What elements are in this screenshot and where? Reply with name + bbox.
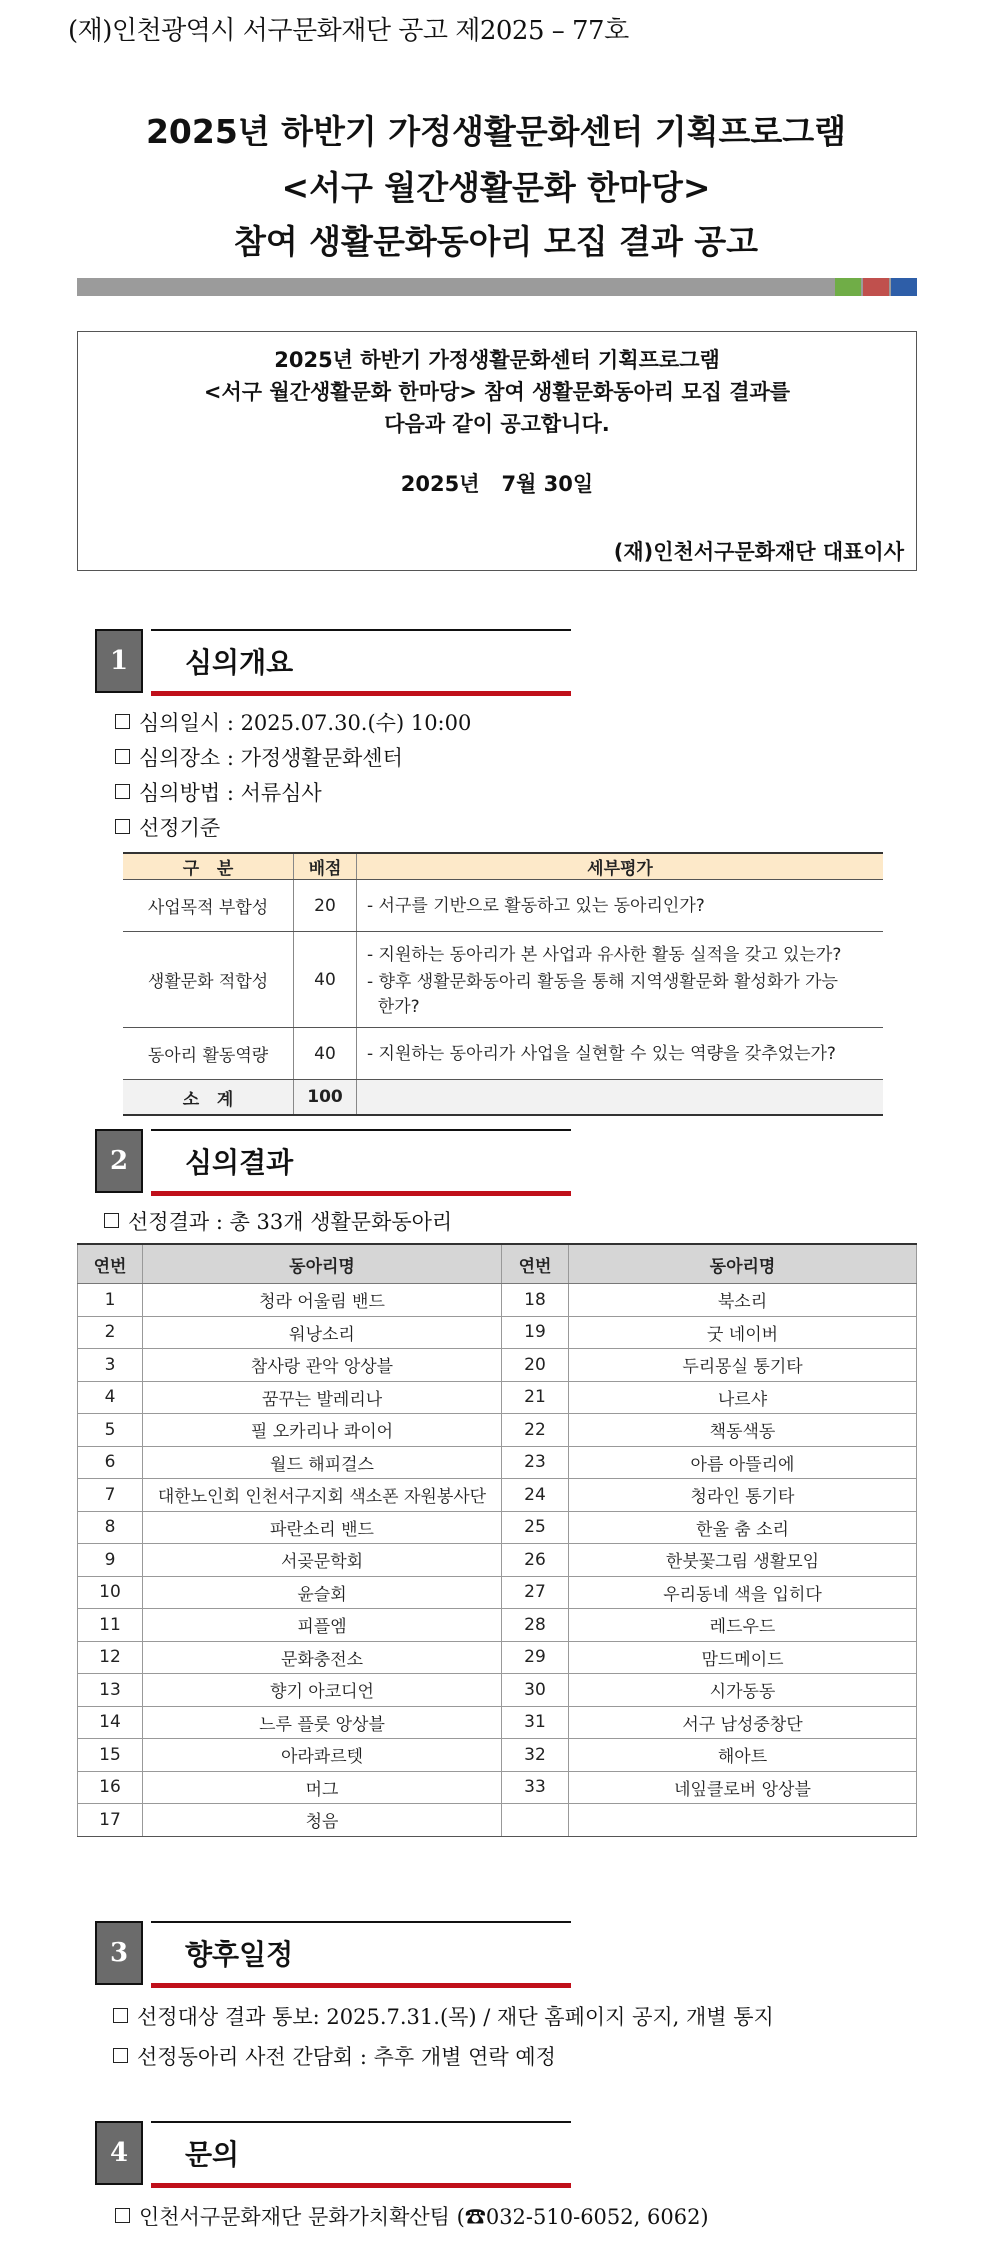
bullet-selection-criteria: 선정기준 <box>115 812 220 842</box>
club-name: 대한노인회 인천서구지회 색소폰 자원봉사단 <box>143 1479 502 1512</box>
club-number: 11 <box>78 1609 143 1642</box>
criteria-category: 생활문화 적합성 <box>123 932 294 1028</box>
table-row <box>78 1641 917 1674</box>
club-name: 시가동동 <box>569 1674 917 1707</box>
bar-accent-green <box>835 278 861 296</box>
club-number: 9 <box>78 1544 143 1577</box>
section-1-header <box>95 629 575 695</box>
bar-accent-blue <box>891 278 917 296</box>
club-name: 서곶문학회 <box>143 1544 502 1577</box>
results-header-name: 동아리명 <box>143 1244 502 1284</box>
announcement-line-2: <서구 월간생활문화 한마당> 참여 생활문화동아리 모집 결과를 <box>203 380 791 404</box>
title-divider-bar <box>77 278 917 296</box>
club-number: 26 <box>502 1544 569 1577</box>
announcement-signature: (재)인천서구문화재단 대표이사 <box>613 540 904 564</box>
title-line-2: <서구 월간생활문화 한마당> <box>281 168 711 207</box>
criteria-detail: - 서구를 기반으로 활동하고 있는 동아리인가? <box>357 880 884 932</box>
club-number: 12 <box>78 1641 143 1674</box>
criteria-detail: 한가? <box>367 996 420 1017</box>
club-number: 7 <box>78 1479 143 1512</box>
club-name: 피플엠 <box>143 1609 502 1642</box>
club-name: 책동색동 <box>569 1414 917 1447</box>
criteria-row <box>123 880 883 932</box>
criteria-score: 40 <box>294 932 357 1028</box>
table-row <box>78 1609 917 1642</box>
club-number: 13 <box>78 1674 143 1707</box>
club-number: 1 <box>78 1284 143 1317</box>
criteria-row <box>123 932 883 1028</box>
club-name: 아라콰르텟 <box>143 1739 502 1772</box>
announcement-line-1: 2025년 하반기 가정생활문화센터 기획프로그램 <box>274 348 720 372</box>
criteria-score: 40 <box>294 1028 357 1080</box>
club-number: 23 <box>502 1446 569 1479</box>
table-row <box>78 1771 917 1804</box>
bar-accent-red <box>863 278 889 296</box>
club-number: 3 <box>78 1349 143 1382</box>
club-number: 18 <box>502 1284 569 1317</box>
club-number: 21 <box>502 1381 569 1414</box>
checkbox-square-icon <box>113 2048 128 2063</box>
results-header-number: 연번 <box>502 1244 569 1284</box>
checkbox-square-icon <box>115 784 130 799</box>
club-name: 참사랑 관악 앙상블 <box>143 1349 502 1382</box>
club-number: 8 <box>78 1511 143 1544</box>
checkbox-square-icon <box>115 819 130 834</box>
criteria-score: 20 <box>294 880 357 932</box>
club-number: 33 <box>502 1771 569 1804</box>
criteria-total-score: 100 <box>294 1080 357 1116</box>
club-name: 청음 <box>143 1804 502 1837</box>
criteria-header-category: 구 분 <box>123 853 294 880</box>
club-name: 해아트 <box>569 1739 917 1772</box>
club-name: 향기 아코디언 <box>143 1674 502 1707</box>
criteria-detail: - 지원하는 동아리가 본 사업과 유사한 활동 실적을 갖고 있는가? <box>367 944 842 965</box>
announcement-line-3: 다음과 같이 공고합니다. <box>384 412 610 436</box>
title-line-3: 참여 생활문화동아리 모집 결과 공고 <box>233 222 759 261</box>
results-header-number: 연번 <box>78 1244 143 1284</box>
notice-number: (재)인천광역시 서구문화재단 공고 제2025 – 77호 <box>68 16 629 46</box>
bullet-contact: 인천서구문화재단 문화가치확산팀 (☎032-510-6052, 6062) <box>115 2201 709 2231</box>
section-title: 향후일정 <box>185 1938 294 1971</box>
club-number: 5 <box>78 1414 143 1447</box>
club-name: 머그 <box>143 1771 502 1804</box>
table-row <box>78 1706 917 1739</box>
table-row <box>78 1576 917 1609</box>
bullet-review-date: 심의일시 : 2025.07.30.(수) 10:00 <box>115 707 471 737</box>
section-number: 3 <box>95 1921 143 1985</box>
club-name: 서구 남성중창단 <box>569 1706 917 1739</box>
club-number: 16 <box>78 1771 143 1804</box>
criteria-detail: - 지원하는 동아리가 사업을 실현할 수 있는 역량을 갖추었는가? <box>357 1028 884 1080</box>
club-name: 느루 플룻 앙상블 <box>143 1706 502 1739</box>
bullet-selection-result: 선정결과 : 총 33개 생활문화동아리 <box>104 1206 452 1236</box>
section-title: 심의개요 <box>185 646 294 679</box>
section-title: 심의결과 <box>185 1146 294 1179</box>
club-name: 문화충전소 <box>143 1641 502 1674</box>
club-name: 맘드메이드 <box>569 1641 917 1674</box>
club-name <box>569 1804 917 1837</box>
club-name: 네잎클로버 앙상블 <box>569 1771 917 1804</box>
checkbox-square-icon <box>115 2208 130 2223</box>
club-name: 워낭소리 <box>143 1316 502 1349</box>
club-number: 28 <box>502 1609 569 1642</box>
club-number: 22 <box>502 1414 569 1447</box>
club-name: 레드우드 <box>569 1609 917 1642</box>
section-number: 1 <box>95 629 143 693</box>
club-number: 4 <box>78 1381 143 1414</box>
checkbox-square-icon <box>113 2008 128 2023</box>
club-name: 윤슬회 <box>143 1576 502 1609</box>
criteria-category: 동아리 활동역량 <box>123 1028 294 1080</box>
club-number: 19 <box>502 1316 569 1349</box>
club-number: 6 <box>78 1446 143 1479</box>
club-number: 24 <box>502 1479 569 1512</box>
club-name: 한붓꽃그림 생활모임 <box>569 1544 917 1577</box>
club-name: 월드 해피걸스 <box>143 1446 502 1479</box>
announcement-box <box>77 331 917 571</box>
bullet-review-place: 심의장소 : 가정생활문화센터 <box>115 742 403 772</box>
table-row <box>78 1739 917 1772</box>
table-row <box>78 1674 917 1707</box>
club-name: 한울 춤 소리 <box>569 1511 917 1544</box>
club-name: 우리동네 색을 입히다 <box>569 1576 917 1609</box>
results-header-row <box>78 1244 917 1284</box>
checkbox-square-icon <box>104 1213 119 1228</box>
section-title: 문의 <box>185 2138 240 2171</box>
club-number: 17 <box>78 1804 143 1837</box>
bullet-review-method: 심의방법 : 서류심사 <box>115 777 322 807</box>
club-number: 25 <box>502 1511 569 1544</box>
criteria-detail: - 향후 생활문화동아리 활동을 통해 지역생활문화 활성화가 가능 <box>367 971 838 992</box>
club-name: 나르샤 <box>569 1381 917 1414</box>
checkbox-square-icon <box>115 714 130 729</box>
table-row <box>78 1414 917 1447</box>
table-row <box>78 1511 917 1544</box>
criteria-category: 사업목적 부합성 <box>123 880 294 932</box>
table-row <box>78 1804 917 1837</box>
club-number: 29 <box>502 1641 569 1674</box>
table-row <box>78 1479 917 1512</box>
criteria-header-details: 세부평가 <box>357 853 884 880</box>
criteria-total-label: 소 계 <box>123 1080 294 1116</box>
club-name: 청라 어울림 밴드 <box>143 1284 502 1317</box>
club-number: 30 <box>502 1674 569 1707</box>
table-row <box>78 1446 917 1479</box>
club-number: 31 <box>502 1706 569 1739</box>
checkbox-square-icon <box>115 749 130 764</box>
club-number: 32 <box>502 1739 569 1772</box>
section-number: 4 <box>95 2121 143 2185</box>
table-row <box>78 1284 917 1317</box>
bullet-meeting: 선정동아리 사전 간담회 : 추후 개별 연락 예정 <box>113 2041 556 2071</box>
club-name: 필 오카리나 콰이어 <box>143 1414 502 1447</box>
club-number: 27 <box>502 1576 569 1609</box>
table-row <box>78 1349 917 1382</box>
section-3-header <box>95 1921 575 1987</box>
criteria-total-row <box>123 1080 883 1116</box>
club-number: 15 <box>78 1739 143 1772</box>
criteria-row <box>123 1028 883 1080</box>
results-table <box>77 1243 917 1837</box>
criteria-header-score: 배점 <box>294 853 357 880</box>
results-header-name: 동아리명 <box>569 1244 917 1284</box>
club-number: 2 <box>78 1316 143 1349</box>
criteria-table <box>123 852 883 1116</box>
announcement-date: 2025년 7월 30일 <box>400 472 594 496</box>
table-row <box>78 1381 917 1414</box>
club-name: 북소리 <box>569 1284 917 1317</box>
bullet-result-notice: 선정대상 결과 통보: 2025.7.31.(목) / 재단 홈페이지 공지, 개별 통지 <box>113 2001 774 2031</box>
club-name: 청라인 통기타 <box>569 1479 917 1512</box>
table-row <box>78 1316 917 1349</box>
section-number: 2 <box>95 1129 143 1193</box>
club-name: 두리몽실 통기타 <box>569 1349 917 1382</box>
club-name: 꿈꾸는 발레리나 <box>143 1381 502 1414</box>
section-4-header <box>95 2121 575 2187</box>
section-2-header <box>95 1129 575 1195</box>
criteria-header-row <box>123 853 883 880</box>
club-name: 아름 아뜰리에 <box>569 1446 917 1479</box>
club-number <box>502 1804 569 1837</box>
club-number: 10 <box>78 1576 143 1609</box>
club-name: 굿 네이버 <box>569 1316 917 1349</box>
club-number: 14 <box>78 1706 143 1739</box>
title-line-1: 2025년 하반기 가정생활문화센터 기획프로그램 <box>145 112 847 151</box>
club-number: 20 <box>502 1349 569 1382</box>
club-name: 파란소리 밴드 <box>143 1511 502 1544</box>
table-row <box>78 1544 917 1577</box>
